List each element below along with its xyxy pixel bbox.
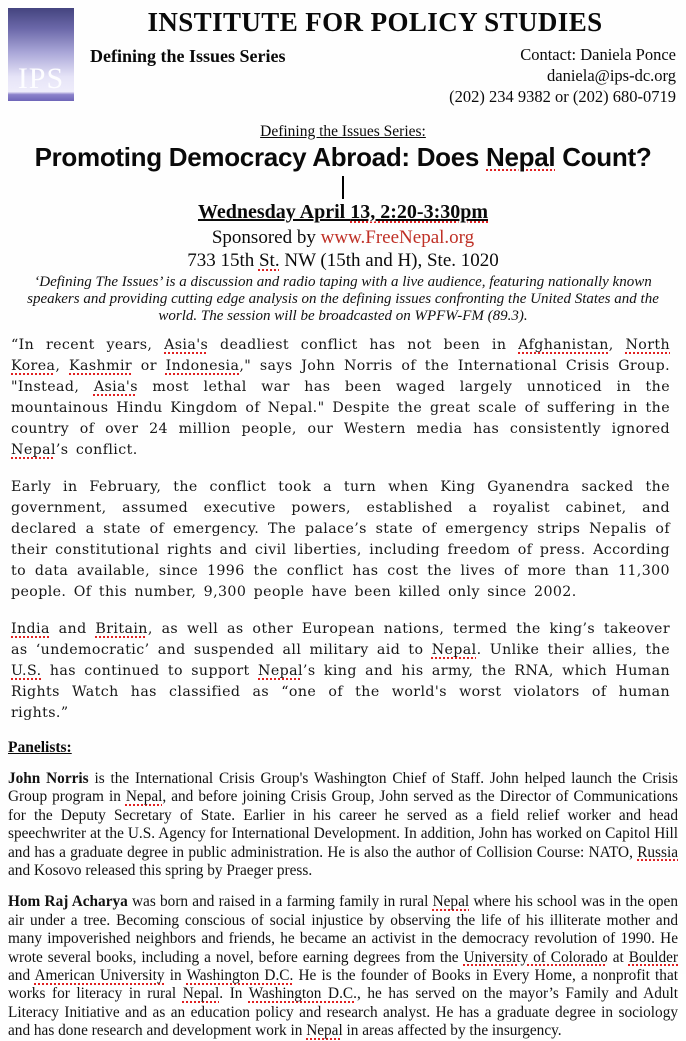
sponsor-line [0,227,686,249]
text-run: ’s king and his army, the RNA, which Human Rights Watch has classified as “one of the world's worst violators of human rights.” [11,663,670,721]
paragraph-conflict-quote [11,335,670,461]
text-run: , [608,337,626,353]
contact-email: daniela@ips-dc.org [547,66,676,85]
spellcheck-word: Nepal [306,1022,343,1040]
spellcheck-word: Asia's [164,337,209,353]
text-run: where his school was in the open air under a tree. Becoming conscious of social injustice by observing the life of his illiterate mother and many impoverished neighbors and friends, he became an activist in the democracy revolution of 1990. He wrote several books, including a novel, before earning degrees from the [8,893,678,966]
contact-phone: (202) 234 9382 or (202) 680-0719 [449,87,676,106]
contact-name: Contact: Daniela Ponce [520,45,676,64]
text-run: , and before joining Crisis Group, John served as the Director of Communications for the Deputy Secretary of State. Earlier in his career he served as a field relief worker and head speechwriter at the U.S. Agency for International Development. In addition, John has worked on Capitol Hill and has a graduate degree in public administration. He is also the author of Collision Course: NATO, [8,788,678,861]
spellcheck-word: Indonesia [165,358,240,374]
panelist-name: John Norris [8,770,89,787]
text-run: most lethal war has been waged largely unnoticed in the mountainous Hindu Kingdom of Nepal." Despite the great scale of suffering in the country of over 24 million people, our Western media has consistently ignored [11,379,670,437]
event-title [8,142,678,173]
panelist-bio-john-norris [8,770,678,880]
event-address [0,250,686,272]
text-run: and [8,967,35,985]
spellcheck-word: Nepal [125,788,163,806]
freenepal-link[interactable]: www.FreeNepal.org [320,227,475,248]
spellcheck-word: Boulder [628,948,678,966]
text-run: in areas affected by the insurgency. [342,1022,562,1040]
divider-bar [342,176,344,199]
spellcheck-word: Nepal [486,142,556,172]
text-run: Promoting Democracy Abroad: Does [34,142,487,172]
series-heading: Defining the Issues Series: [260,123,426,140]
paragraph-king-takeover: Early in February, the conflict took a turn when King Gyanendra sacked the government, assumed executive powers, established a royalist cabinet, and declared a state of emergency. The palace’s state of emergency strips Nepalis of their constitutional rights and civil liberties, including freedom of press. According to data available, since 1996 the conflict has cost the lives of more than 11,300 people. Of this number, 9,300 people have been killed only since 2002. [11,479,670,600]
text-run: and Kosovo released this spring by Praeger press. [8,862,313,880]
spellcheck-word: Nepal [182,985,220,1003]
text-run: ’s conflict. [55,442,138,458]
letterhead-subrow [90,44,676,107]
ips-logo-text: IPS [17,62,65,95]
text-run: has continued to support [41,663,259,679]
text-run: Wednesday April [197,201,351,223]
event-date [0,201,686,224]
spellcheck-word: Washington D.C. [248,985,357,1003]
paragraph-international-response [11,619,670,724]
text-run: , [55,358,70,374]
text-run: He is the founder of Books in Every Home, a nonprofit that works for literacy in rural [8,967,678,1003]
text-run: NW (15th and H), Ste. 1020 [279,250,499,271]
text-run: and [49,621,96,637]
spellcheck-word: Afghanistan [518,337,609,353]
org-name: INSTITUTE FOR POLICY STUDIES [147,7,603,37]
spellcheck-word: 13, 2:20-3:30pm [350,201,489,223]
series-label: Defining the Issues Series [90,46,286,66]
event-description: ‘Defining The Issues’ is a discussion and radio taping with a live audience, featuring nationally known speakers and providing cutting edge analysis on the defining issues confronting the United States and the world. The session will be broadcasted on WPFW-FM (89.3). [27,274,659,324]
spellcheck-word: Britain [95,621,148,637]
text-run: is the International Crisis Group's Washington Chief of Staff. John helped launch the Crisis Group program in [8,770,678,806]
spellcheck-word: U.S. [11,663,42,679]
spellcheck-word: University of Colorado [463,948,608,966]
spellcheck-word: Washington D.C. [186,967,294,985]
spellcheck-word: Nepal [431,642,477,658]
contact-block [449,44,676,107]
panelist-name: Hom Raj Acharya [8,893,128,911]
document-body [0,123,686,1041]
spellcheck-word: Russia [637,843,678,861]
ips-logo [8,8,74,101]
text-run: . In [219,985,249,1003]
spellcheck-word: Nepal [432,893,470,911]
spellcheck-word: Kashmir [69,358,133,374]
text-run: Sponsored by [211,227,321,248]
spellcheck-word: North Korea [11,337,671,374]
spellcheck-word: Nepal [258,663,303,679]
spellcheck-word: St. [258,250,280,271]
spellcheck-word: Asia's [93,379,138,395]
text-run: or [132,358,166,374]
text-run: at [607,948,629,966]
spellcheck-word: American University [34,967,165,985]
text-run: Count? [555,142,652,172]
text-run: in [164,967,187,985]
text-run: was born and raised in a farming family in rural [127,893,433,911]
text-run: , he has served on the mayor’s Family and Adult Literacy Initiative and as an education policy and research analyst. He has a graduate degree in sociology and has done research and development work in [8,985,678,1040]
text-run: . Unlike their allies, the [476,642,670,658]
spellcheck-word: India [11,621,50,637]
text-run: ," says John Norris of the International Crisis Group. "Instead, [11,358,670,395]
panelists-heading: Panelists: [8,739,72,756]
letterhead [0,0,686,107]
text-run: deadliest conflict has not been in [208,337,519,353]
spellcheck-word: Nepal [11,442,56,458]
text-run: 733 15th [187,250,259,271]
panelist-bio-hom-raj-acharya [8,893,678,1040]
text-run: “In recent years, [11,337,165,353]
text-run: , as well as other European nations, termed the king’s takeover as ‘undemocratic’ and suspended all military aid to [11,621,670,658]
